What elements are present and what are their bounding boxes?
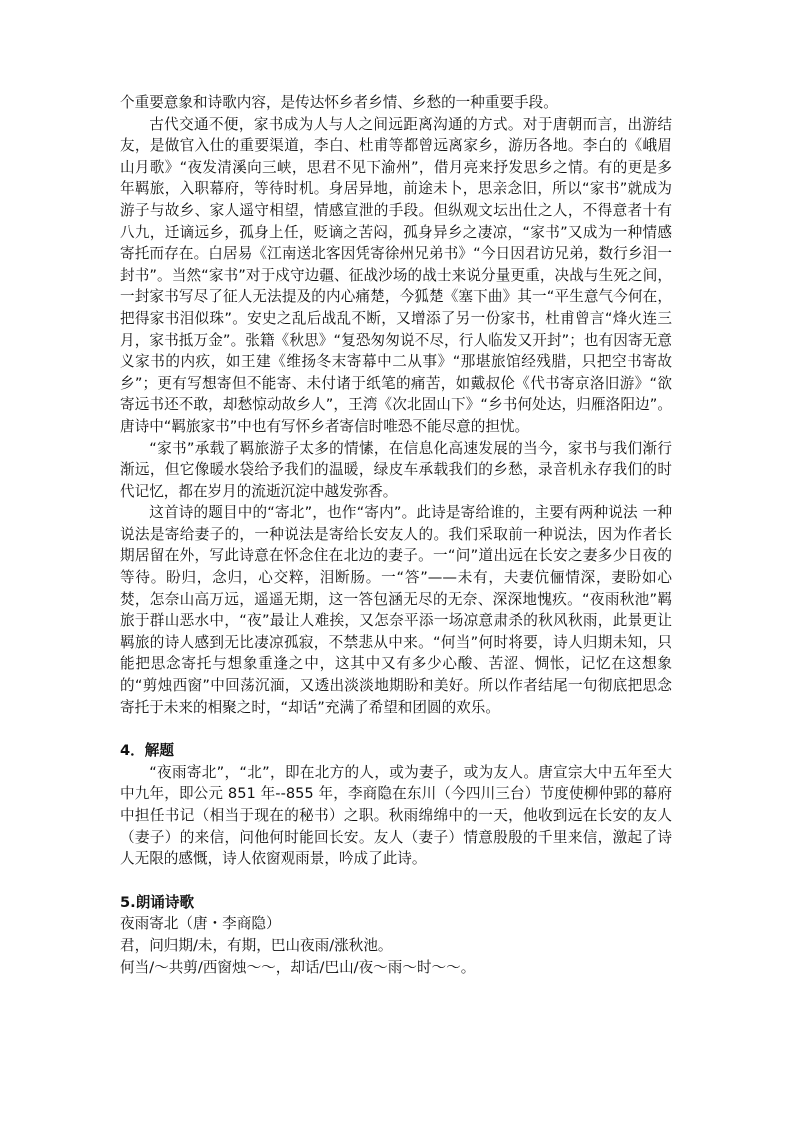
poem-line-2: 何当/～共剪/西窗烛～～，却话/巴山/夜～雨～时～～。 <box>120 958 476 976</box>
poem-title-line: 夜雨寄北（唐・李商隐） <box>120 915 281 933</box>
poem-line-1: 君，问归期/未，有期，巴山夜雨/涨秋池。 <box>120 936 393 954</box>
section-heading-recitation: 5.朗诵诗歌 <box>120 893 195 911</box>
section-heading-explanation: 4．解题 <box>120 742 174 760</box>
document-page <box>120 92 672 978</box>
paragraph-title-analysis: 这首诗的题目中的“寄北”，也作“寄内”。此诗是寄给谁的，主要有两种说法 一种说法是寄给妻子的，一种说法是寄给长安友人的。我们采取前一种说法，因为作者长期居留在外，写此诗意在怀念住在北边的妻子。一“问”道出远在长安之妻多少日夜的等待。盼归，念归，心交粹，泪断肠。一“答”——未有，夫妻伉俪情深，妻盼如心焚，怎奈山高万远，遥遥无期，这一答包涵无尽的无奈、深深地愧疚。“夜雨秋池”羁旅于群山恶水中，“夜”最让人难挨，又怎奈平添一场凉意肃杀的秋风秋雨，此景更让羁旅的诗人感到无比凄凉孤寂，不禁悲从中来。“何当”何时将要，诗人归期未知，只能把思念寄托与想象重逢之中，这其中又有多少心酸、苦涩、惆怅，记忆在这想象的“剪烛西窗”中回荡沉湎，又透出淡淡地期盼和美好。所以作者结尾一句彻底把思念寄托于未来的相聚之时，“却话”充满了希望和团圆的欢乐。 <box>120 504 672 716</box>
paragraph-family-letters-modern: “家书”承载了羁旅游子太多的情愫，在信息化高速发展的当今，家书与我们渐行渐远，但它像暖水袋给予我们的温暖，绿皮车承载我们的乡愁，录音机永存我们的时代记忆，都在岁月的流逝沉淀中越发弥香。 <box>120 439 672 500</box>
paragraph-explanation: “夜雨寄北”，“北”，即在北方的人，或为妻子，或为友人。唐宣宗大中五年至大中九年，即公元 851 年--855 年，李商隐在东川（今四川三台）节度使柳仲郢的幕府中担任书记（相当于现在的秘书）之职。秋雨绵绵中的一天，他收到远在长安的友人（妻子）的来信，问他何时能回长安。友人（妻子）情意殷殷的千里来信，激起了诗人无限的感慨，诗人依窗观雨景，吟成了此诗。 <box>120 763 672 868</box>
paragraph-family-letters: 古代交通不便，家书成为人与人之间远距离沟通的方式。对于唐朝而言，出游结友，是做官入仕的重要渠道，李白、杜甫等都曾远离家乡，游历各地。李白的《峨眉山月歌》“夜发清溪向三峡，思君不见下渝州”，借月亮来抒发思乡之情。有的更是多年羁旅，入职幕府，等待时机。身居异地，前途未卜，思亲念旧，所以“家书”就成为游子与故乡、家人遥守相望，情感宣泄的手段。但纵观文坛出仕之人，不得意者十有八九，迁谪远乡，孤身上任，贬谪之苦闷，孤身异乡之凄凉，“家书”又成为一种情感寄托而存在。白居易《江南送北客因凭寄徐州兄弟书》“今日因君访兄弟，数行乡泪一封书”。当然“家书”对于戍守边疆、征战沙场的战士来说分量更重，决战与生死之间，一封家书写尽了征人无法提及的内心痛楚，今狐楚《塞下曲》其一“平生意气今何在，把得家书泪似珠”。安史之乱后战乱不断，又增添了另一份家书，杜甫曾言“烽火连三月，家书抵万金”。张籍《秋思》“复恐匆匆说不尽，行人临发又开封”；也有因寄无意义家书的内疚，如王建《维扬冬末寄幕中二从事》“那堪旅馆经残腊，只把空书寄故乡”；更有写想寄但不能寄、未付诸于纸笔的痛苦，如戴叔伦《代书寄京洛旧游》“欲寄远书还不敢，却愁惊动故乡人”，王湾《次北固山下》“乡书何处达，归雁洛阳边”。唐诗中“羁旅家书”中也有写怀乡者寄信时唯恐不能尽意的担忧。 <box>120 115 672 435</box>
paragraph-continuation: 个重要意象和诗歌内容，是传达怀乡者乡情、乡愁的一种重要手段。 <box>120 94 558 111</box>
section-gap <box>120 718 672 740</box>
section-gap <box>120 870 672 892</box>
